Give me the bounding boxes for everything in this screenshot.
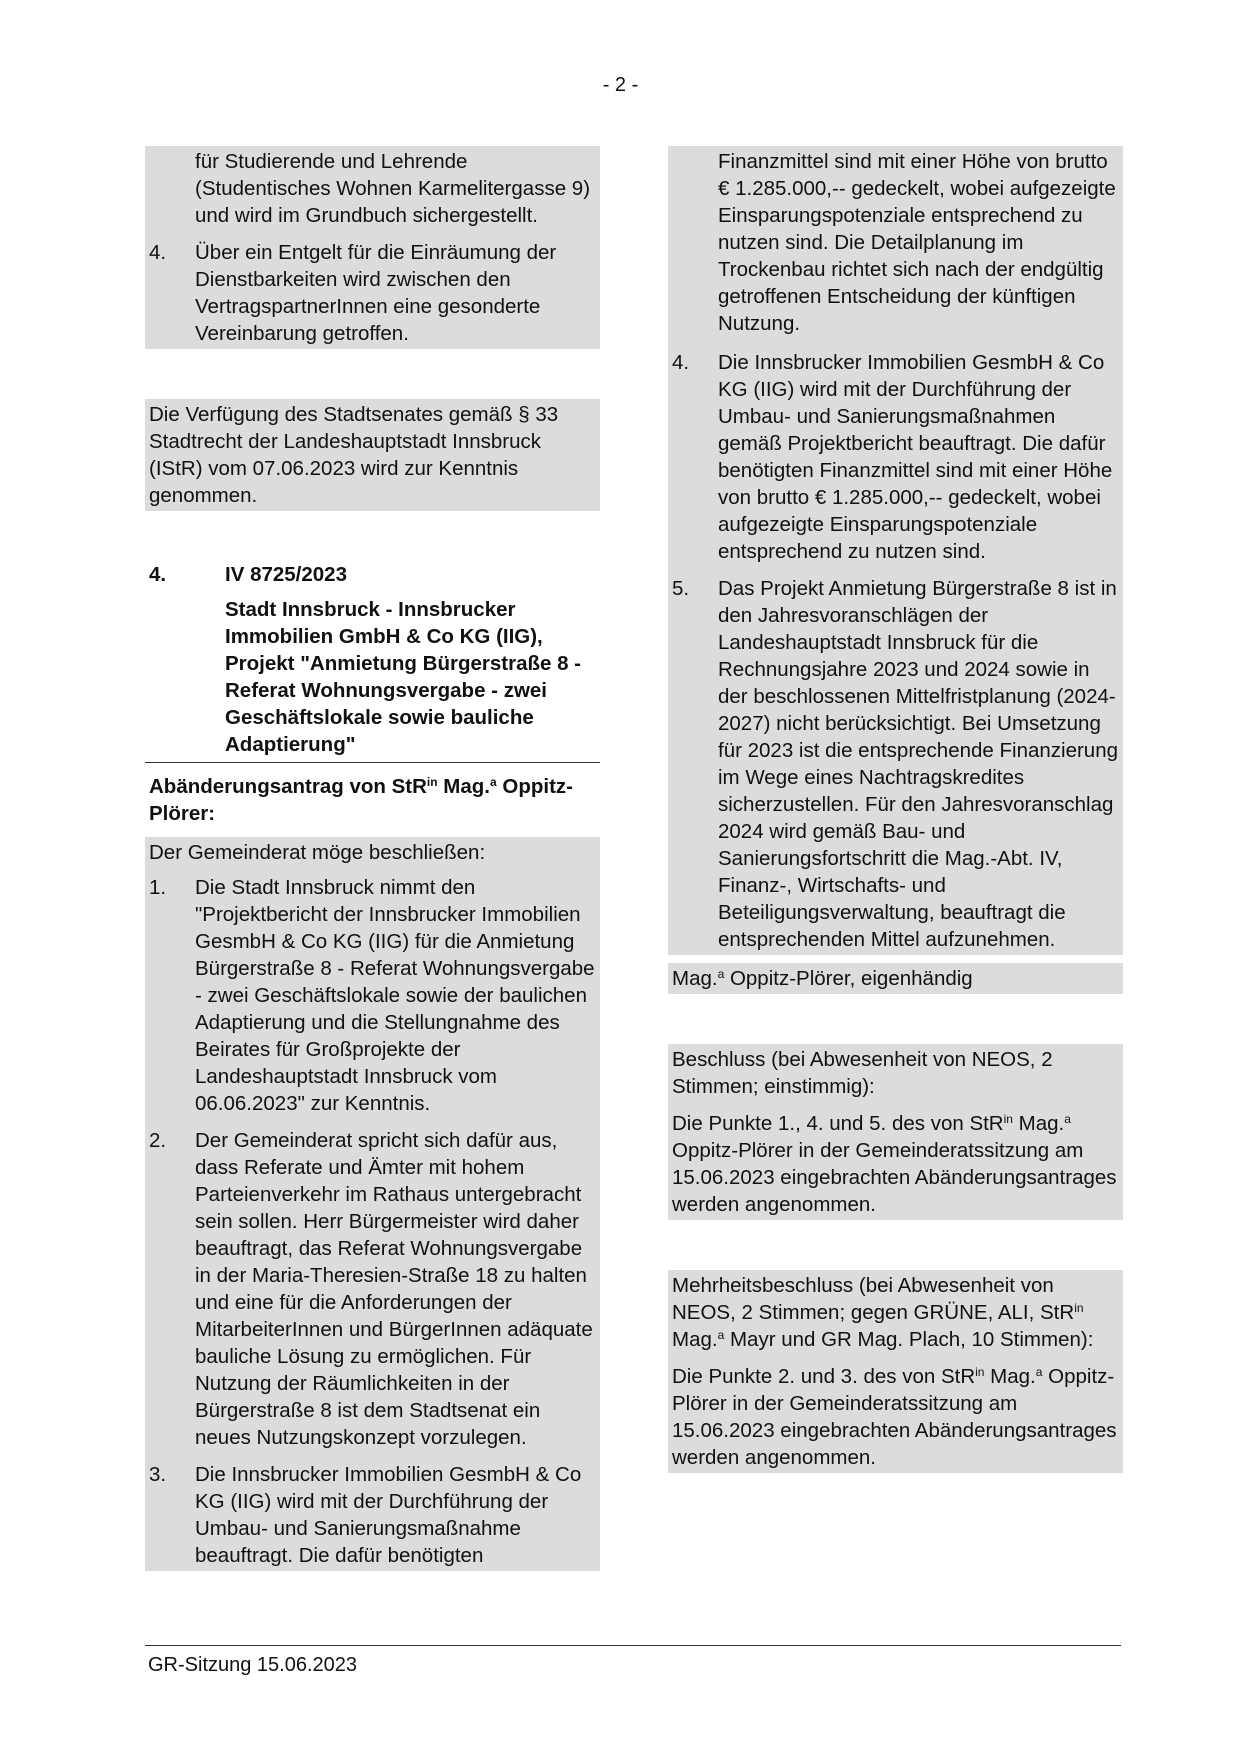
superscript: a	[1035, 1365, 1043, 1379]
item-text: Die Innsbrucker Immobilien GesmbH & Co KG (IIG) wird mit der Durchführung der Umbau- und Sanierungsmaßnahme beauftragt. Die dafür benötigten	[195, 1463, 582, 1567]
resolution-heading-part: Mehrheitsbeschluss (bei Abwesenheit von NEOS, 2 Stimmen; gegen GRÜNE, ALI, StR	[672, 1274, 1075, 1324]
continued-item-text: Finanzmittel sind mit einer Höhe von brutto € 1.285.000,-- gedeckelt, wobei aufgezeigte Einsparungspotenziale entsprechend zu nutzen sind. Die Detailplanung im Trockenbau richtet sich nach der endgültig getroffenen Entscheidung der künftigen Nutzung.	[668, 146, 1123, 339]
verfuegung-paragraph: Die Verfügung des Stadtsenates gemäß § 33 Stadtrecht der Landeshauptstadt Innsbruck (IStR) vom 07.06.2023 wird zur Kenntnis genommen.	[145, 399, 600, 511]
motion-intro: Der Gemeinderat möge beschließen:	[145, 837, 600, 868]
left-column	[145, 146, 600, 1571]
item-number: 2.	[149, 1129, 167, 1152]
right-column	[668, 146, 1123, 1473]
amendment-heading-text: Abänderungsantrag von StR	[149, 775, 427, 798]
list-item	[145, 231, 600, 349]
majority-resolution-block	[668, 1270, 1123, 1473]
superscript: in	[1003, 1112, 1013, 1126]
list-item	[668, 573, 1123, 955]
superscript: in	[1074, 1301, 1084, 1315]
motion-list	[145, 868, 600, 1571]
item-text: Das Projekt Anmietung Bürgerstraße 8 ist in den Jahresvoranschlägen der Landeshauptstadt Innsbruck für die Rechnungsjahre 2023 und 2024 sowie in der beschlossenen Mittelfristplanung (2024-2027) nicht berücksichtigt. Bei Umsetzung für 2023 ist die entsprechende Finanzierung im Wege eines Nachtragskredites sicherzustellen. Für den Jahresvoranschlag 2024 wird gemäß Bau- und Sanierungsfortschritt die Mag.-Abt. IV, Finanz-, Wirtschafts- und Beteiligungsverwaltung, beauftragt die entsprechenden Mittel aufzunehmen.	[718, 577, 1119, 951]
page-footer: GR-Sitzung 15.06.2023	[148, 1654, 358, 1676]
superscript: in	[426, 775, 438, 789]
amendment-heading	[145, 771, 600, 829]
amendment-heading-text: Mag.	[437, 775, 490, 798]
continued-item-text: für Studierende und Lehrende (Studentisches Wohnen Karmelitergasse 9) und wird im Grundbuch sichergestellt.	[145, 146, 600, 231]
superscript: a	[717, 967, 725, 981]
list-item	[145, 1125, 600, 1459]
resolution-text-part: Die Punkte 2. und 3. des von StR	[672, 1365, 976, 1388]
resolution-text-part: Oppitz-Plörer in der Gemeinderatssitzung am 15.06.2023 eingebrachten Abänderungsantrages werden angenommen.	[672, 1365, 1117, 1469]
superscript: a	[1064, 1112, 1071, 1126]
item-text: Über ein Entgelt für die Einräumung der Dienstbarkeiten wird zwischen den VertragspartnerInnen eine gesonderte Vereinbarung getroffen.	[195, 241, 557, 345]
agenda-number: 4.	[149, 563, 167, 586]
agenda-title: Stadt Innsbruck - Innsbrucker Immobilien GmbH & Co KG (IIG), Projekt "Anmietung Bürgerstraße 8 - Referat Wohnungsvergabe - zwei Geschäftslokale sowie bauliche Adaptierung"	[145, 596, 600, 763]
item-number: 4.	[149, 241, 167, 264]
agenda-reference: IV 8725/2023	[225, 563, 347, 586]
signature-text: Oppitz-Plörer, eigenhändig	[724, 967, 973, 990]
item-number: 5.	[672, 577, 690, 600]
resolution-block	[668, 1044, 1123, 1220]
item-text: Der Gemeinderat spricht sich dafür aus, dass Referate und Ämter mit hohem Parteienverkehr im Rathaus untergebracht sein sollen. Herr Bürgermeister wird daher beauftragt, das Referat Wohnungsvergabe in der Maria-Theresien-Straße 18 zu halten und eine für die Anforderungen der MitarbeiterInnen und BürgerInnen adäquate bauliche Lösung zu ermöglichen. Für Nutzung der Räumlichkeiten in der Bürgerstraße 8 ist dem Stadtsenat ein neues Nutzungskonzept vorzulegen.	[195, 1129, 593, 1449]
page-number: - 2 -	[602, 74, 639, 96]
item-text: Die Stadt Innsbruck nimmt den "Projektbericht der Innsbrucker Immobilien GesmbH & Co KG (IIG) für die Anmietung Bürgerstraße 8 - Referat Wohnungsvergabe - zwei Geschäftslokale sowie der baulichen Adaptierung und die Stellungnahme des Beirates für Großprojekte der Landeshauptstadt Innsbruck vom 06.06.2023" zur Kenntnis.	[195, 876, 595, 1115]
agenda-heading	[145, 561, 600, 588]
resolution-heading	[668, 1270, 1123, 1361]
item-number: 4.	[672, 351, 690, 374]
resolution-text-part: Oppitz-Plörer in der Gemeinderatssitzung am 15.06.2023 eingebrachten Abänderungsantrages werden angenommen.	[672, 1139, 1117, 1216]
superscript: a	[717, 1328, 725, 1342]
signature-text: Mag.	[672, 967, 718, 990]
superscript: in	[975, 1365, 985, 1379]
superscript: a	[490, 775, 497, 789]
motion-list	[668, 339, 1123, 955]
signature-line	[668, 963, 1123, 994]
item-number: 3.	[149, 1463, 167, 1486]
list-item	[145, 872, 600, 1125]
resolution-heading: Beschluss (bei Abwesenheit von NEOS, 2 Stimmen; einstimmig):	[672, 1048, 1053, 1098]
resolution-text-part: Mag.	[1012, 1112, 1065, 1135]
item-number: 1.	[149, 876, 167, 899]
list-item	[668, 347, 1123, 573]
item-text: Die Innsbrucker Immobilien GesmbH & Co KG (IIG) wird mit der Durchführung der Umbau- und Sanierungsmaßnahmen gemäß Projektbericht beauftragt. Die dafür benötigten Finanzmittel sind mit einer Höhe von brutto € 1.285.000,-- gedeckelt, wobei aufgezeigte Einsparungspotenziale entsprechend zu nutzen sind.	[718, 351, 1113, 563]
resolution-text-part: Mag.	[984, 1365, 1036, 1388]
resolution-heading-part: Mag.	[672, 1328, 718, 1351]
resolution-heading-part: Mayr und GR Mag. Plach, 10 Stimmen):	[724, 1328, 1094, 1351]
resolution-text-part: Die Punkte 1., 4. und 5. des von StR	[672, 1112, 1004, 1135]
resolution-text	[668, 1108, 1123, 1220]
footer-divider	[145, 1645, 1121, 1646]
amendment-heading-text: Oppitz-Plörer:	[149, 775, 573, 825]
resolution-text	[668, 1361, 1123, 1473]
list-item	[145, 1459, 600, 1571]
